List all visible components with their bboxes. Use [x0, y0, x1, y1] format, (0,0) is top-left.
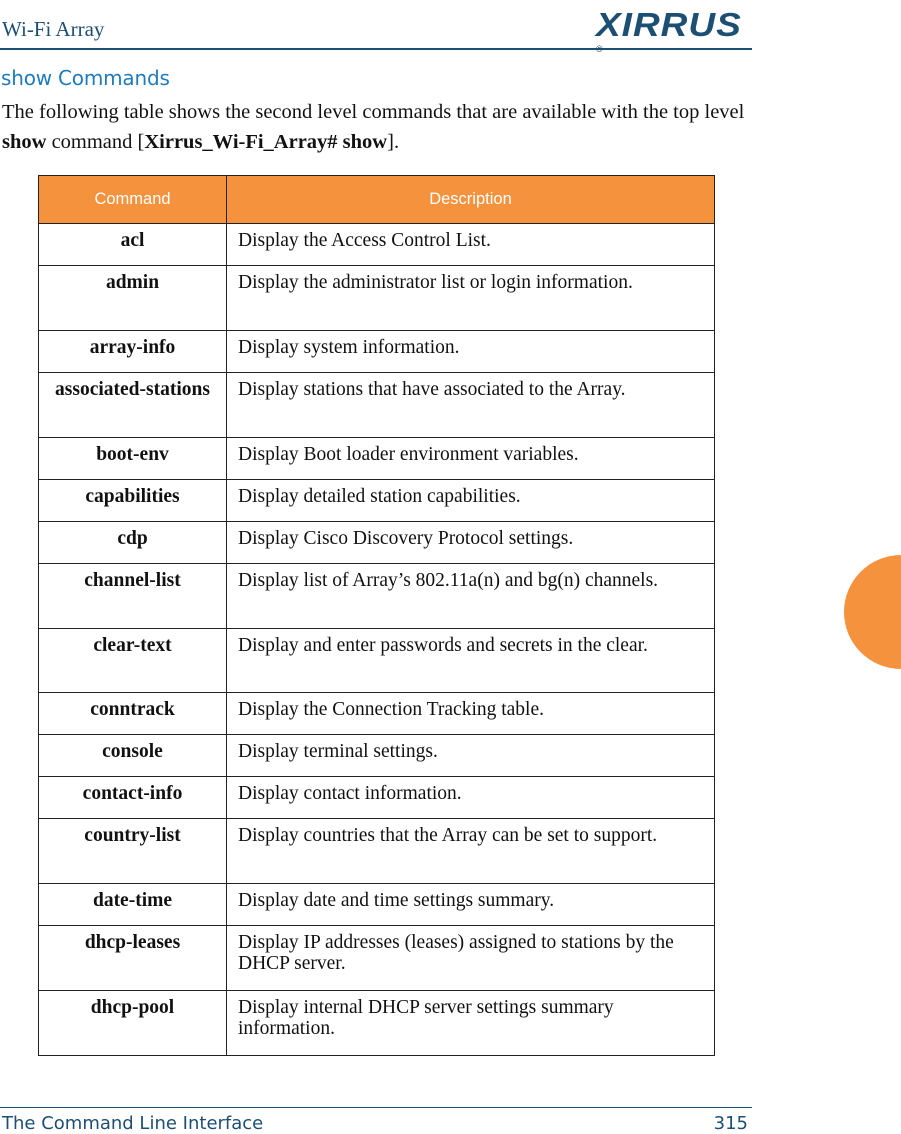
- table-header-row: [39, 176, 715, 224]
- description-cell: Display date and time settings summary.: [227, 884, 715, 926]
- table-row: [39, 522, 715, 564]
- command-cell: channel-list: [39, 564, 227, 629]
- command-cell: conntrack: [39, 693, 227, 735]
- intro-text-2: command [: [46, 131, 145, 153]
- intro-text-3: ].: [387, 131, 400, 153]
- description-cell: Display Boot loader environment variables.: [227, 438, 715, 480]
- footer-divider: [0, 1107, 752, 1108]
- running-header-title: Wi-Fi Array: [2, 17, 105, 41]
- command-cell: console: [39, 735, 227, 777]
- description-cell: Display internal DHCP server settings summary information.: [227, 991, 715, 1056]
- intro-prompt: Xirrus_Wi-Fi_Array# show: [144, 131, 388, 153]
- description-cell: Display Cisco Discovery Protocol settings.: [227, 522, 715, 564]
- description-cell: Display system information.: [227, 331, 715, 373]
- description-cell: Display countries that the Array can be set to support.: [227, 819, 715, 884]
- table-row: [39, 693, 715, 735]
- command-cell: boot-env: [39, 438, 227, 480]
- description-cell: Display terminal settings.: [227, 735, 715, 777]
- intro-text-1: The following table shows the second level commands that are available with the top level: [2, 101, 745, 123]
- command-cell: associated-stations: [39, 373, 227, 438]
- table-row: [39, 438, 715, 480]
- table-row: [39, 373, 715, 438]
- table-row: [39, 926, 715, 991]
- footer-chapter-title: The Command Line Interface: [2, 1113, 264, 1134]
- xirrus-logo: [596, 6, 748, 54]
- header-divider: [0, 48, 752, 50]
- table-row: [39, 777, 715, 819]
- command-cell: clear-text: [39, 629, 227, 693]
- command-cell: contact-info: [39, 777, 227, 819]
- description-cell: Display and enter passwords and secrets in the clear.: [227, 629, 715, 693]
- description-cell: Display the administrator list or login information.: [227, 266, 715, 331]
- description-cell: Display stations that have associated to the Array.: [227, 373, 715, 438]
- intro-paragraph: [2, 97, 762, 157]
- description-cell: Display detailed station capabilities.: [227, 480, 715, 522]
- command-cell: dhcp-leases: [39, 926, 227, 991]
- command-cell: acl: [39, 224, 227, 266]
- logo-wordmark: XIRRUS: [596, 6, 742, 44]
- table-row: [39, 884, 715, 926]
- command-cell: date-time: [39, 884, 227, 926]
- section-title: show Commands: [1, 66, 170, 90]
- description-cell: Display the Connection Tracking table.: [227, 693, 715, 735]
- command-cell: array-info: [39, 331, 227, 373]
- description-cell: Display contact information.: [227, 777, 715, 819]
- logo-registered-mark: ®: [596, 44, 603, 54]
- description-cell: Display the Access Control List.: [227, 224, 715, 266]
- command-cell: capabilities: [39, 480, 227, 522]
- command-cell: dhcp-pool: [39, 991, 227, 1056]
- table-row: [39, 266, 715, 331]
- table-row: [39, 331, 715, 373]
- chapter-tab-marker: [844, 555, 901, 669]
- description-cell: Display IP addresses (leases) assigned to stations by the DHCP server.: [227, 926, 715, 991]
- table-row: [39, 819, 715, 884]
- table-row: [39, 224, 715, 266]
- description-cell: Display list of Array’s 802.11a(n) and bg(n) channels.: [227, 564, 715, 629]
- command-cell: admin: [39, 266, 227, 331]
- command-cell: cdp: [39, 522, 227, 564]
- page-number: 315: [713, 1113, 748, 1134]
- table-row: [39, 480, 715, 522]
- column-header-description: Description: [227, 176, 715, 224]
- intro-show-command: show: [2, 131, 47, 153]
- table-row: [39, 991, 715, 1056]
- table-row: [39, 629, 715, 693]
- command-cell: country-list: [39, 819, 227, 884]
- show-commands-table: [38, 175, 715, 1056]
- table-row: [39, 564, 715, 629]
- table-row: [39, 735, 715, 777]
- column-header-command: Command: [39, 176, 227, 224]
